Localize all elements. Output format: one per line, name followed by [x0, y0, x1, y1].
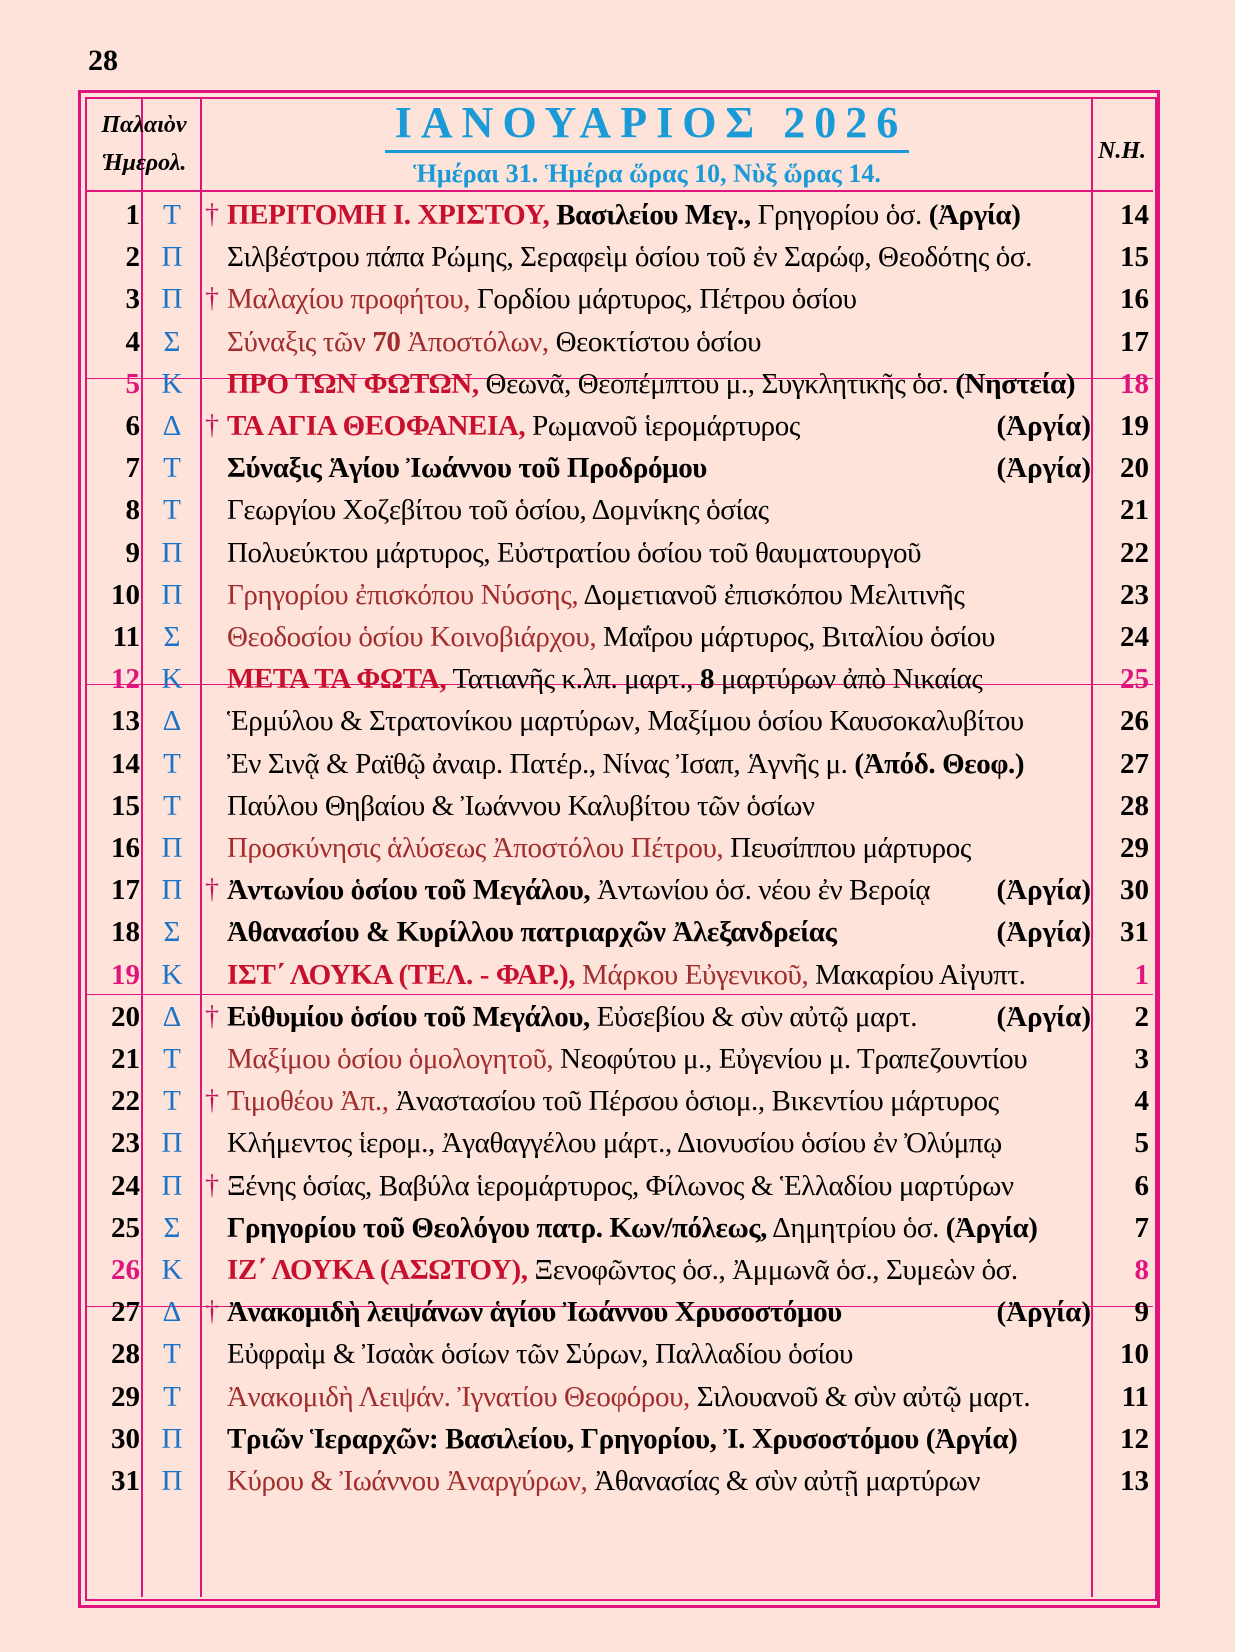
holiday-label: (Ἀργία)	[996, 874, 1091, 907]
new-calendar-day: 7	[1134, 1211, 1149, 1244]
saints-text-part: Μακαρίου Αἰγυπτ.	[808, 958, 1026, 991]
feast-cross-icon: †	[205, 874, 219, 906]
saints-text-part: Σύναξις Ἁγίου Ἰωάννου τοῦ Προδρόμου	[227, 452, 707, 485]
saints-text-part: Μαλαχίου προφήτου,	[227, 283, 471, 316]
old-calendar-day: 15	[111, 789, 140, 822]
new-calendar-day: 28	[1120, 789, 1149, 822]
day-row	[85, 235, 1153, 279]
saints-text-part: Γρηγορίου ὁσ.	[750, 199, 929, 231]
saints-text	[227, 826, 1097, 870]
day-row	[85, 1164, 1153, 1208]
month-subtitle: Ἡμέραι 31. Ἡμέρα ὥρας 10, Νὺξ ὥρας 14.	[413, 159, 881, 188]
weekday-letter: Τ	[163, 1085, 181, 1118]
new-calendar-day: 1	[1134, 958, 1149, 991]
saints-text-part: Τιμοθέου Ἀπ.,	[227, 1085, 389, 1118]
new-calendar-day: 16	[1120, 283, 1149, 316]
saints-text-part: (Ἀπόδ. Θεοφ.)	[854, 747, 1025, 780]
saints-text	[227, 699, 1097, 743]
weekday-letter: Τ	[163, 789, 181, 822]
weekday-letter: Κ	[161, 1254, 183, 1286]
day-row	[85, 531, 1153, 575]
saints-text-part: Θεωνᾶ, Θεοπέμπτου μ., Συγκλητικῆς ὁσ.	[478, 367, 956, 400]
saints-text-part: Γεωργίου Χοζεβίτου τοῦ ὁσίου, Δομνίκης ὁσίας	[227, 494, 769, 527]
saints-text-part: 70	[372, 325, 401, 358]
new-calendar-day: 15	[1120, 241, 1149, 274]
day-row	[85, 826, 1153, 870]
day-row	[85, 615, 1153, 659]
holiday-label: (Ἀργία)	[996, 410, 1091, 442]
saints-text	[227, 1079, 1097, 1123]
day-row	[85, 742, 1153, 786]
old-calendar-day: 24	[111, 1169, 140, 1202]
weekday-letter: Π	[161, 1127, 183, 1160]
weekday-letter: Κ	[161, 367, 183, 400]
day-row	[85, 953, 1153, 997]
day-row	[85, 1037, 1153, 1081]
saints-text-part: Ἀθανασίου & Κυρίλλου πατριαρχῶν Ἀλεξανδρείας	[227, 916, 837, 949]
new-calendar-day: 17	[1120, 325, 1149, 358]
saints-text-part: Ξένης ὁσίας, Βαβύλα ἱερομάρτυρος, Φίλωνος & Ἑλλαδίου μαρτύρων	[227, 1169, 1014, 1202]
saints-text-part: Πευσίππου μάρτυρος	[723, 832, 971, 864]
saints-text-part: Βασιλείου Μεγ.,	[549, 199, 751, 231]
saints-text-part: Κλήμεντος ἱερομ., Ἀγαθαγγέλου μάρτ., Διονυσίου ὁσίου ἐν Ὀλύμπῳ	[227, 1127, 1002, 1160]
saints-text	[227, 1417, 1097, 1461]
saints-text	[227, 784, 1097, 828]
new-calendar-day: 11	[1121, 1380, 1149, 1413]
new-calendar-day: 21	[1120, 494, 1149, 527]
day-row	[85, 1417, 1153, 1461]
old-calendar-day: 17	[111, 874, 140, 907]
holiday-label: (Ἀργία)	[996, 1000, 1091, 1033]
saints-text	[227, 1375, 1097, 1419]
old-calendar-day: 1	[125, 199, 140, 231]
new-calendar-day: 20	[1120, 452, 1149, 485]
holiday-label: (Ἀργία)	[996, 916, 1091, 949]
weekday-letter: Π	[161, 1422, 183, 1455]
saints-text-part: ΜΕΤΑ ΤΑ ΦΩΤΑ,	[227, 663, 447, 696]
saints-text-part: μαρτύρων ἀπὸ Νικαίας	[714, 663, 983, 696]
saints-text-part: Ἀποστόλων,	[400, 325, 549, 358]
saints-text-part: Σιλουανοῦ & σὺν αὐτῷ μαρτ.	[689, 1380, 1031, 1413]
saints-text-part: Μαξίμου ὁσίου ὁμολογητοῦ,	[227, 1043, 554, 1075]
saints-text-part: Ἀντωνίου ὁσ. νέου ἐν Βεροίᾳ	[590, 874, 931, 907]
day-row	[85, 1206, 1153, 1250]
feast-cross-icon: †	[205, 199, 219, 230]
new-calendar-day: 9	[1134, 1296, 1149, 1329]
saints-text	[227, 1332, 1097, 1376]
saints-text-part: Ἀναστασίου τοῦ Πέρσου ὁσιομ., Βικεντίου μάρτυρος	[388, 1085, 999, 1118]
saints-text	[227, 742, 1097, 786]
day-row	[85, 488, 1153, 532]
day-row	[85, 1459, 1153, 1503]
old-calendar-day: 7	[125, 452, 140, 485]
header-divider	[85, 190, 1153, 192]
saints-text	[227, 531, 1097, 575]
saints-text	[227, 615, 1097, 659]
weekday-letter: Τ	[163, 1338, 181, 1371]
saints-text-part: (Ἀργία)	[945, 1211, 1038, 1244]
weekday-letter: Τ	[163, 494, 181, 527]
saints-text-part: Γρηγορίου τοῦ Θεολόγου πατρ. Κων/πόλεως,	[227, 1211, 767, 1244]
new-calendar-day: 8	[1134, 1254, 1149, 1286]
saints-text	[227, 320, 1097, 364]
saints-text	[227, 953, 1097, 997]
new-calendar-day: 4	[1134, 1085, 1149, 1118]
feast-cross-icon: †	[205, 1000, 219, 1032]
weekday-letter: Π	[161, 1169, 183, 1202]
saints-text-part: Νεοφύτου μ., Εὐγενίου μ. Τραπεζουντίου	[553, 1043, 1028, 1075]
saints-text-part: Εὐφραὶμ & Ἰσαὰκ ὁσίων τῶν Σύρων, Παλλαδίου ὁσίου	[227, 1338, 853, 1371]
old-calendar-day: 20	[111, 1000, 140, 1033]
old-calendar-day: 18	[111, 916, 140, 949]
saints-text-part: Γρηγορίου ἐπισκόπου Νύσσης,	[227, 578, 579, 611]
saints-text	[227, 362, 1097, 406]
old-calendar-day: 6	[125, 410, 140, 442]
saints-text-part: 8	[700, 663, 715, 696]
old-calendar-label-1: Παλαιὸν	[101, 112, 187, 138]
saints-text-part: Τατιανῆς κ.λπ. μαρτ.,	[446, 663, 701, 696]
weekday-letter: Π	[161, 241, 183, 274]
saints-text-part: Δομετιανοῦ ἐπισκόπου Μελιτινῆς	[578, 578, 965, 611]
new-calendar-day: 26	[1120, 705, 1149, 738]
saints-text-part: (Νηστεία)	[955, 367, 1076, 400]
saints-text	[227, 1459, 1097, 1503]
day-row	[85, 277, 1153, 321]
old-calendar-day: 9	[125, 536, 140, 569]
saints-text	[227, 488, 1097, 532]
new-calendar-day: 29	[1120, 832, 1149, 864]
old-calendar-day: 16	[111, 832, 140, 864]
saints-text	[227, 1121, 1097, 1165]
page-number: 28	[88, 44, 118, 77]
weekday-letter: Δ	[162, 705, 182, 738]
old-calendar-day: 25	[111, 1211, 140, 1244]
old-calendar-day: 3	[125, 283, 140, 316]
feast-cross-icon: †	[205, 283, 219, 315]
old-calendar-day: 27	[111, 1296, 140, 1329]
old-calendar-day: 28	[111, 1338, 140, 1371]
weekday-letter: Π	[161, 283, 183, 316]
new-calendar-day: 25	[1120, 663, 1149, 696]
day-row	[85, 1079, 1153, 1123]
weekday-letter: Π	[161, 536, 183, 569]
weekday-letter: Π	[161, 832, 183, 864]
day-row	[85, 362, 1153, 406]
day-row	[85, 1248, 1153, 1292]
new-calendar-day: 23	[1120, 578, 1149, 611]
saints-text	[227, 657, 1097, 701]
day-row	[85, 1290, 1153, 1334]
day-row	[85, 1121, 1153, 1165]
old-calendar-day: 26	[111, 1254, 140, 1286]
old-calendar-day: 12	[111, 663, 140, 696]
saints-text	[227, 1164, 1097, 1208]
old-calendar-day: 11	[112, 621, 140, 653]
new-calendar-day: 22	[1120, 536, 1149, 569]
feast-cross-icon: †	[205, 1169, 219, 1201]
saints-text-part: ΙΖ΄ ΛΟΥΚΑ (ΑΣΩΤΟΥ),	[227, 1254, 528, 1286]
saints-text-part: Τριῶν Ἱεραρχῶν: Βασιλείου, Γρηγορίου, Ἰ. Χρυσοστόμου (Ἀργία)	[227, 1422, 1018, 1455]
old-calendar-day: 23	[111, 1127, 140, 1160]
new-calendar-day: 2	[1134, 1000, 1149, 1033]
saints-text	[227, 193, 1097, 237]
saints-text-part: Ἀνακομιδὴ Λειψάν. Ἰγνατίου Θεοφόρου,	[227, 1380, 690, 1413]
day-row	[85, 404, 1153, 448]
old-calendar-day: 19	[111, 958, 140, 991]
month-header	[203, 98, 1091, 189]
weekday-letter: Δ	[162, 1000, 182, 1033]
saints-text-part: Σιλβέστρου πάπα Ρώμης, Σεραφεὶμ ὁσίου τοῦ ἐν Σαρώφ, Θεοδότης ὁσ.	[227, 241, 1032, 274]
saints-text-part: ΙΣΤ΄ ΛΟΥΚΑ (ΤΕΛ. - ΦΑΡ.),	[227, 958, 576, 991]
day-row	[85, 573, 1153, 617]
old-calendar-day: 4	[125, 325, 140, 358]
day-row	[85, 1332, 1153, 1376]
weekday-letter: Τ	[163, 452, 181, 485]
weekday-letter: Κ	[161, 663, 183, 696]
saints-text	[227, 277, 1097, 321]
saints-text	[227, 573, 1097, 617]
saints-text-part: Εὐσεβίου & σὺν αὐτῷ μαρτ.	[589, 1000, 918, 1033]
weekday-letter: Τ	[163, 1043, 181, 1075]
weekday-letter: Δ	[162, 410, 182, 442]
new-calendar-day: 27	[1120, 747, 1149, 780]
old-calendar-day: 31	[111, 1465, 140, 1497]
saints-text-part: Ρωμανοῦ ἱερομάρτυρος	[525, 410, 800, 442]
new-calendar-day: 10	[1120, 1338, 1149, 1371]
weekday-letter: Π	[161, 1465, 183, 1497]
old-calendar-header	[88, 106, 200, 182]
saints-text-part: (Ἀργία)	[928, 199, 1021, 231]
day-row	[85, 320, 1153, 364]
new-calendar-day: 19	[1120, 410, 1149, 442]
holiday-label: (Ἀργία)	[996, 452, 1091, 485]
day-row	[85, 995, 1153, 1039]
weekday-letter: Τ	[163, 199, 181, 231]
weekday-letter: Δ	[162, 1296, 182, 1329]
weekday-letter: Π	[161, 874, 183, 907]
new-calendar-day: 14	[1120, 199, 1149, 231]
weekday-letter: Κ	[161, 958, 183, 991]
day-row	[85, 446, 1153, 490]
saints-text	[227, 235, 1097, 279]
saints-text-part: ΠΡΟ ΤΩΝ ΦΩΤΩΝ,	[227, 367, 479, 400]
saints-text-part: Μάρκου Εὐγενικοῦ,	[575, 958, 809, 991]
new-calendar-day: 3	[1134, 1043, 1149, 1075]
saints-text-part: Δημητρίου ὁσ.	[766, 1211, 946, 1244]
saints-text-part: Ἐν Σινᾷ & Ραϊθῷ ἀναιρ. Πατέρ., Νίνας Ἰσαπ, Ἁγνῆς μ.	[227, 747, 855, 780]
day-row	[85, 193, 1153, 237]
old-calendar-day: 8	[125, 494, 140, 527]
new-calendar-header: Ν.Η.	[1098, 138, 1146, 164]
weekday-letter: Σ	[163, 1211, 181, 1244]
saints-text-part: Ἀντωνίου ὁσίου τοῦ Μεγάλου,	[227, 874, 591, 907]
day-row	[85, 910, 1153, 954]
weekday-letter: Σ	[163, 621, 181, 653]
month-title: ΙΑΝΟΥΑΡΙΟΣ 2026	[385, 98, 909, 153]
new-calendar-day: 6	[1134, 1169, 1149, 1202]
weekday-letter: Σ	[163, 325, 181, 358]
saints-text-part: ΠΕΡΙΤΟΜΗ Ι. ΧΡΙΣΤΟΥ,	[227, 199, 550, 231]
old-calendar-day: 22	[111, 1085, 140, 1118]
weekday-letter: Σ	[163, 916, 181, 949]
saints-text-part: Προσκύνησις ἁλύσεως Ἀποστόλου Πέτρου,	[227, 832, 724, 864]
saints-text-part: Κύρου & Ἰωάννου Ἀναργύρων,	[227, 1465, 588, 1497]
saints-text	[227, 1206, 1097, 1250]
holiday-label: (Ἀργία)	[996, 1296, 1091, 1329]
new-calendar-day: 18	[1120, 367, 1149, 400]
saints-text	[227, 1037, 1097, 1081]
new-calendar-day: 5	[1134, 1127, 1149, 1160]
old-calendar-day: 2	[125, 241, 140, 274]
day-row	[85, 699, 1153, 743]
weekday-letter: Π	[161, 578, 183, 611]
weekday-letter: Τ	[163, 747, 181, 780]
old-calendar-day: 13	[111, 705, 140, 738]
saints-text-part: Εὐθυμίου ὁσίου τοῦ Μεγάλου,	[227, 1000, 590, 1033]
day-row	[85, 657, 1153, 701]
old-calendar-day: 29	[111, 1380, 140, 1413]
saints-text-part: Ἀνακομιδὴ λειψάνων ἁγίου Ἰωάννου Χρυσοστόμου	[227, 1296, 842, 1329]
day-row	[85, 784, 1153, 828]
new-calendar-day: 24	[1120, 621, 1149, 653]
saints-text-part: Μαΐρου μάρτυρος, Βιταλίου ὁσίου	[596, 621, 995, 653]
old-calendar-day: 14	[111, 747, 140, 780]
saints-text	[227, 1248, 1097, 1292]
new-calendar-day: 30	[1120, 874, 1149, 907]
saints-text-part: Γορδίου μάρτυρος, Πέτρου ὁσίου	[470, 283, 857, 316]
old-calendar-day: 5	[125, 367, 140, 400]
saints-text-part: ΤΑ ΑΓΙΑ ΘΕΟΦΑΝΕΙΑ,	[227, 410, 526, 442]
old-calendar-day: 30	[111, 1422, 140, 1455]
new-calendar-day: 12	[1120, 1422, 1149, 1455]
weekday-letter: Τ	[163, 1380, 181, 1413]
day-row	[85, 868, 1153, 912]
saints-text-part: Πολυεύκτου μάρτυρος, Εὐστρατίου ὁσίου τοῦ θαυματουργοῦ	[227, 536, 922, 569]
new-calendar-day: 31	[1120, 916, 1149, 949]
old-calendar-day: 10	[111, 578, 140, 611]
saints-text-part: Ἑρμύλου & Στρατονίκου μαρτύρων, Μαξίμου ὁσίου Καυσοκαλυβίτου	[227, 705, 1024, 738]
saints-text-part: Θεοκτίστου ὁσίου	[548, 325, 762, 358]
feast-cross-icon: †	[205, 410, 219, 441]
saints-text-part: Ἀθανασίας & σὺν αὐτῇ μαρτύρων	[587, 1465, 980, 1497]
saints-text-part: Σύναξις τῶν	[227, 325, 373, 358]
old-calendar-day: 21	[111, 1043, 140, 1075]
new-calendar-day: 13	[1120, 1465, 1149, 1497]
saints-text-part: Ξενοφῶντος ὁσ., Ἀμμωνᾶ ὁσ., Συμεὼν ὁσ.	[527, 1254, 1018, 1286]
saints-text-part: Θεοδοσίου ὁσίου Κοινοβιάρχου,	[227, 621, 597, 653]
feast-cross-icon: †	[205, 1296, 219, 1328]
day-row	[85, 1375, 1153, 1419]
saints-text-part: Παύλου Θηβαίου & Ἰωάννου Καλυβίτου τῶν ὁσίων	[227, 789, 815, 822]
feast-cross-icon: †	[205, 1085, 219, 1117]
old-calendar-label-2: Ἡμερολ.	[101, 150, 187, 176]
